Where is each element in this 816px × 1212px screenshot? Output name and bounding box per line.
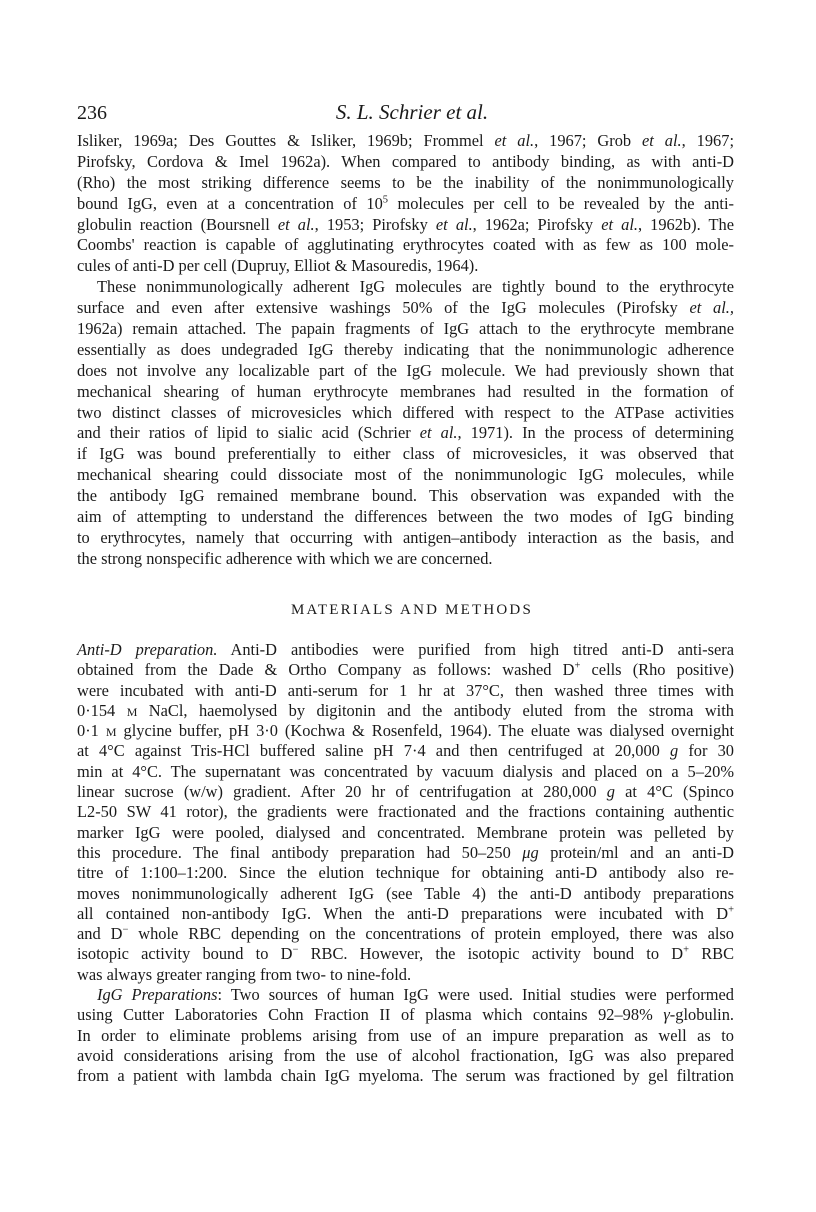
text-line <box>77 486 734 507</box>
text-line <box>77 741 734 761</box>
text-run: 0·1 <box>77 721 106 741</box>
text-run: cules of anti-D per cell (Dupruy, Elliot & Masouredis, 1964). <box>77 256 479 276</box>
text-line <box>77 444 734 465</box>
text-run: globulin reaction (Boursnell <box>77 214 278 234</box>
superscript: − <box>292 944 299 956</box>
text-line <box>77 721 734 741</box>
superscript: − <box>122 924 129 936</box>
text-run: Coombs' reaction is capable of agglutinating erythrocytes coated with as few as 100 mole- <box>77 235 734 255</box>
text-run: essentially as does undegraded IgG thereby indicating that the nonimmunologic adherence <box>77 339 734 359</box>
text-run: using Cutter Laboratories Cohn Fraction II of plasma which contains 92–98% <box>77 1005 664 1025</box>
italic-run: et al. <box>435 214 473 234</box>
text-line <box>77 340 734 361</box>
text-run: In order to eliminate problems arising from use of an impure preparation as well as to <box>77 1025 734 1045</box>
text-run: at 4°C (Spinco <box>614 782 734 802</box>
text-line <box>77 465 734 486</box>
text-run: and D <box>77 924 123 944</box>
text-run: aim of attempting to understand the differences between the two modes of IgG binding <box>77 507 734 527</box>
text-line <box>77 152 734 173</box>
text-run: was always greater ranging from two- to nine-fold. <box>77 964 412 984</box>
text-line <box>77 1005 734 1025</box>
italic-run: γ <box>663 1005 670 1025</box>
italic-run: et al. <box>601 214 638 234</box>
text-run: 0·154 <box>77 700 127 720</box>
text-line <box>77 1046 734 1066</box>
text-line <box>77 507 734 528</box>
italic-run: et al. <box>419 423 458 443</box>
text-line <box>77 823 734 843</box>
superscript: + <box>728 904 734 916</box>
text-line <box>77 423 734 444</box>
italic-run: g <box>606 782 615 802</box>
text-run: RBC <box>689 944 735 964</box>
text-run: L2-50 SW 41 rotor), the gradients were fractionated and the fractions containing authentic <box>77 802 734 822</box>
text-line <box>77 173 734 194</box>
text-run: : Two sources of human IgG were used. Initial studies were performed <box>217 985 734 1005</box>
text-run: if IgG was bound preferentially to either class of microvesicles, it was observed that <box>77 444 734 464</box>
text-run: marker IgG were pooled, dialysed and concentrated. Membrane protein was pelleted by <box>77 822 734 842</box>
text-line <box>77 319 734 340</box>
text-run: NaCl, haemolysed by digitonin and the antibody eluted from the stroma with <box>137 700 734 720</box>
text-run: , 1962a; Pirofsky <box>472 214 602 234</box>
text-run: , 1967; Grob <box>534 131 643 150</box>
page-number: 236 <box>77 102 107 124</box>
text-line <box>77 965 734 985</box>
italic-run: et al. <box>494 131 535 150</box>
text-run: this procedure. The final antibody preparation had 50–250 <box>77 842 523 862</box>
small-caps-unit: M <box>126 704 138 719</box>
text-line <box>77 782 734 802</box>
text-line <box>77 863 734 883</box>
text-run: all contained non-antibody IgG. When the anti-D preparations were incubated with D <box>77 903 729 923</box>
text-run: protein/ml and an anti-D <box>538 842 734 862</box>
text-line <box>77 904 734 924</box>
small-caps-unit: M <box>105 725 117 740</box>
text-line <box>77 985 734 1005</box>
intro-text <box>77 131 734 570</box>
text-run: , 1971). In the process of determining <box>457 423 734 443</box>
text-run: Anti-D antibodies were purified from high titred anti-D anti-sera <box>217 640 734 659</box>
running-title: S. L. Schrier et al. <box>335 100 489 124</box>
text-run: avoid considerations arising from the use of alcohol fractionation, IgG was also prepared <box>77 1045 734 1065</box>
text-line <box>77 802 734 822</box>
text-run: titre of 1:100–1:200. Since the elution technique for obtaining anti-D antibody also re- <box>77 863 734 883</box>
text-run: molecules per cell to be revealed by the anti- <box>388 193 734 213</box>
italic-run: et al. <box>277 214 315 234</box>
text-line <box>77 256 734 277</box>
text-line <box>77 298 734 319</box>
text-run: obtained from the Dade & Ortho Company as follows: washed D <box>77 660 575 680</box>
paragraph <box>77 131 734 277</box>
text-run: glycine buffer, pH 3·0 (Kochwa & Rosenfeld, 1964). The eluate was dialysed overnight <box>116 721 734 741</box>
text-line <box>77 762 734 782</box>
text-run: for 30 <box>678 741 734 761</box>
text-run: whole RBC depending on the concentrations of protein employed, there was also <box>128 924 734 944</box>
text-line <box>77 382 734 403</box>
text-run: and their ratios of lipid to sialic acid (Schrier <box>77 423 420 443</box>
section-heading: MATERIALS AND METHODS <box>290 602 534 618</box>
paragraph <box>77 277 734 569</box>
text-line <box>77 701 734 721</box>
text-line <box>77 681 734 701</box>
text-run: min at 4°C. The supernatant was concentrated by vacuum dialysis and placed on a 5–20% <box>77 761 734 781</box>
text-line <box>77 640 734 660</box>
text-run: does not involve any localizable part of the IgG molecule. We had previously shown that <box>77 360 734 380</box>
text-run: , 1967; <box>681 131 735 150</box>
text-line <box>77 235 734 256</box>
italic-run: et al., <box>689 298 734 318</box>
text-run: -globulin. <box>669 1005 734 1025</box>
text-run: , 1962b). The <box>637 214 734 234</box>
superscript: + <box>574 660 581 672</box>
text-run: 1962a) remain attached. The papain fragments of IgG attach to the erythrocyte membrane <box>77 319 734 339</box>
text-line <box>77 131 734 152</box>
text-line <box>77 884 734 904</box>
text-run: to erythrocytes, namely that occurring with antigen–antibody interaction as the basis, and <box>77 527 734 547</box>
text-run: from a patient with lambda chain IgG myeloma. The serum was fractioned by gel filtration <box>77 1066 734 1086</box>
text-run: , 1953; Pirofsky <box>314 214 436 234</box>
text-line <box>77 215 734 236</box>
paragraph <box>77 640 734 985</box>
superscript: 5 <box>382 194 389 206</box>
text-line <box>77 924 734 944</box>
text-run: Pirofsky, Cordova & Imel 1962a). When compared to antibody binding, as with anti-D <box>77 151 734 171</box>
text-line <box>77 528 734 549</box>
text-line <box>77 1026 734 1046</box>
text-run: mechanical shearing could dissociate most of the nonimmunologic IgG molecules, while <box>77 465 734 485</box>
text-line <box>77 194 734 215</box>
text-run: bound IgG, even at a concentration of 10 <box>77 193 383 213</box>
text-run: These nonimmunologically adherent IgG molecules are tightly bound to the erythrocyte <box>97 277 734 297</box>
superscript: + <box>683 944 689 956</box>
text-run: the antibody IgG remained membrane bound. This observation was expanded with the <box>77 486 734 506</box>
italic-run: et al. <box>642 131 682 150</box>
text-line <box>77 944 734 964</box>
text-run: at 4°C against Tris-HCl buffered saline pH 7·4 and then centrifuged at 20,000 <box>77 741 670 761</box>
text-line <box>77 549 734 570</box>
text-run: cells (Rho positive) <box>580 660 734 680</box>
text-line <box>77 1066 734 1086</box>
text-run: surface and even after extensive washings 50% of the IgG molecules (Pirofsky <box>77 298 690 318</box>
text-run: mechanical shearing of human erythrocyte membranes had resulted in the formation of <box>77 381 734 401</box>
text-line <box>77 660 734 680</box>
text-run: moves nonimmunologically adherent IgG (see Table 4) the anti-D antibody preparations <box>77 883 734 903</box>
text-run: two distinct classes of microvesicles which differed with respect to the ATPase activities <box>77 402 734 422</box>
text-run: the strong nonspecific adherence with which we are concerned. <box>77 548 493 568</box>
paragraph <box>77 985 734 1086</box>
methods-text <box>77 640 734 1087</box>
italic-run: g <box>669 741 679 761</box>
text-run: RBC. However, the isotopic activity bound to D <box>298 944 684 964</box>
italic-run: Anti-D preparation. <box>77 640 218 659</box>
text-run: (Rho) the most striking difference seems to be the inability of the nonimmunologically <box>77 172 734 192</box>
text-run: linear sucrose (w/w) gradient. After 20 hr of centrifugation at 280,000 <box>77 782 607 802</box>
text-line <box>77 403 734 424</box>
text-run: were incubated with anti-D anti-serum for 1 hr at 37°C, then washed three times with <box>77 680 734 700</box>
italic-run: IgG Preparations <box>97 985 218 1005</box>
text-line <box>77 361 734 382</box>
text-run: isotopic activity bound to D <box>77 944 293 964</box>
text-run: Isliker, 1969a; Des Gouttes & Isliker, 1969b; Frommel <box>77 131 495 150</box>
italic-run: μg <box>522 842 539 862</box>
text-line <box>77 277 734 298</box>
text-line <box>77 843 734 863</box>
